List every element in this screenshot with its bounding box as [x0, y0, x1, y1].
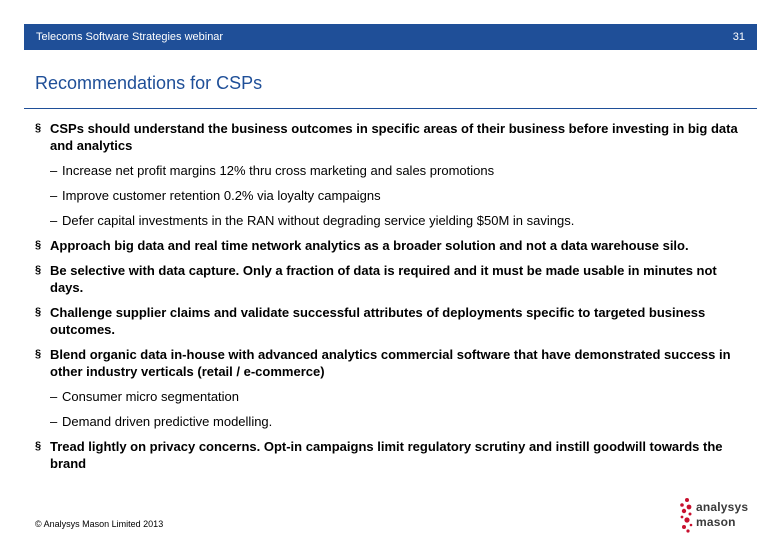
dash-marker: – [50, 188, 58, 203]
bullet-item [35, 262, 750, 296]
dash-marker: – [50, 389, 58, 404]
header-title: Telecoms Software Strategies webinar [36, 31, 224, 43]
sub-bullet-text: Increase net profit margins 12% thru cross marketing and sales promotions [62, 163, 495, 178]
company-logo [678, 496, 758, 534]
bullet-text: Approach big data and real time network analytics as a broader solution and not a data warehouse silo. [50, 238, 689, 253]
dash-marker: – [50, 414, 58, 429]
sub-bullet-item [35, 187, 750, 204]
bullet-text: CSPs should understand the business outcomes in specific areas of their business before investing in big data and analytics [50, 121, 738, 153]
title-divider [24, 108, 757, 109]
slide-title: Recommendations for CSPs [35, 73, 263, 93]
bullet-item [35, 120, 750, 154]
bullet-text: Challenge supplier claims and validate successful attributes of deployments specific to targeted business outcomes. [50, 305, 706, 337]
sub-bullet-text: Improve customer retention 0.2% via loyalty campaigns [62, 188, 381, 203]
header-bar [24, 24, 757, 50]
dash-marker: – [50, 163, 58, 178]
sub-bullet-item [35, 162, 750, 179]
bullet-item [35, 346, 750, 380]
page-number: 31 [732, 31, 745, 43]
bullet-item [35, 438, 750, 472]
sub-bullet-text: Defer capital investments in the RAN without degrading service yielding $50M in savings. [62, 213, 575, 228]
bullet-item [35, 304, 750, 338]
logo-text-line1: analysys [696, 500, 749, 514]
sub-bullet-item [35, 413, 750, 430]
sub-bullet-item [35, 212, 750, 229]
dash-marker: – [50, 213, 58, 228]
bullet-text: Blend organic data in-house with advanced analytics commercial software that have demonstrated success in other industry verticals (retail / e-commerce) [50, 347, 731, 379]
sub-bullet-item [35, 388, 750, 405]
bullet-list [35, 120, 750, 480]
bullet-text: Be selective with data capture. Only a fraction of data is required and it must be made usable in minutes not days. [50, 263, 717, 295]
sub-bullet-text: Consumer micro segmentation [62, 389, 240, 404]
footer-copyright: © Analysys Mason Limited 2013 [35, 519, 164, 529]
sub-bullet-text: Demand driven predictive modelling. [62, 414, 273, 429]
bullet-text: Tread lightly on privacy concerns. Opt-in campaigns limit regulatory scrutiny and instill goodwill towards the brand [50, 439, 723, 471]
bullet-item [35, 237, 750, 254]
logo-text-line2: mason [696, 515, 736, 529]
logo-dots-icon [678, 496, 696, 534]
